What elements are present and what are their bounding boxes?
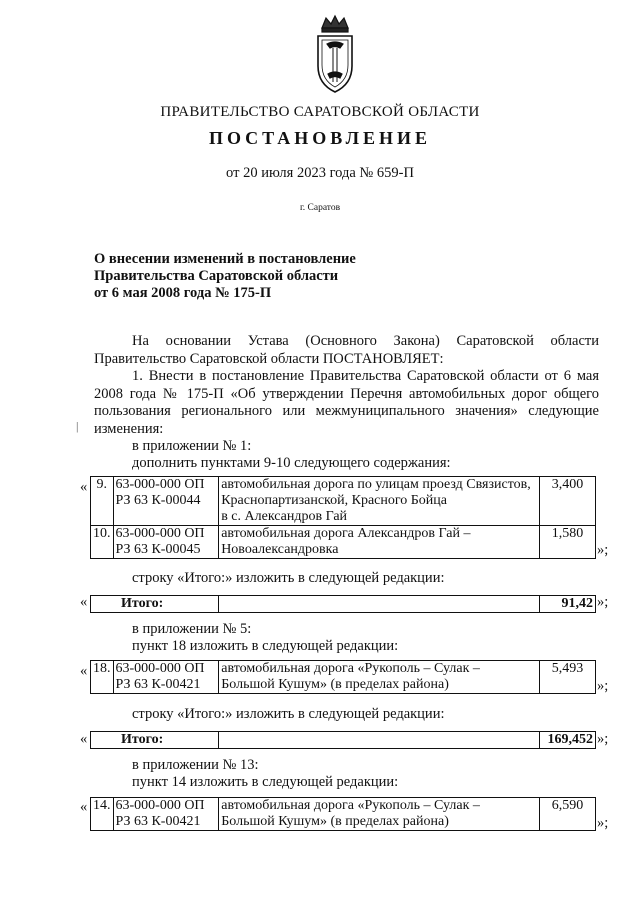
open-quote: «: [80, 799, 88, 815]
appendix-13-instruction: пункт 14 изложить в следующей редакции:: [132, 774, 399, 790]
close-quote: »;: [597, 542, 609, 558]
itogo-instruction: строку «Итого:» изложить в следующей редакции:: [132, 706, 445, 722]
table-row: [91, 732, 596, 749]
government-name: ПРАВИТЕЛЬСТВО САРАТОВСКОЙ ОБЛАСТИ: [160, 104, 480, 120]
paragraph-amend: 1. Внести в постановление Правительства Саратовской области от 6 мая 2008 года № 175-П «Об утверждении Перечня автомобильных дорог общего пользования регионального или межмуниципального значения» следующие изменения:: [94, 368, 599, 437]
document-type: ПОСТАНОВЛЕНИЕ: [208, 128, 432, 148]
open-quote: «: [80, 663, 88, 679]
table-row: [91, 798, 596, 831]
road-name: автомобильная дорога «Рукополь – Сулак – Большой Кушум» (в пределах района): [219, 661, 540, 694]
close-quote: »;: [597, 731, 609, 747]
appendix-5-heading: в приложении № 5:: [132, 621, 252, 637]
road-code: 63-000-000 ОП РЗ 63 К-00421: [113, 798, 219, 831]
title-line: О внесении изменений в постановление: [94, 251, 356, 267]
margin-mark: |: [76, 419, 79, 433]
appendix-1-instruction: дополнить пунктами 9-10 следующего содержания:: [132, 455, 451, 471]
road-length: 6,590: [540, 798, 596, 831]
appendix-1-heading: в приложении № 1:: [132, 438, 252, 454]
table-row: [91, 477, 596, 526]
close-quote: »;: [597, 815, 609, 831]
city-name: г. Саратов: [299, 203, 341, 213]
table-row: [91, 596, 596, 613]
row-number: 10.: [91, 526, 114, 559]
road-code: 63-000-000 ОП РЗ 63 К-00045: [113, 526, 219, 559]
appendix-13-heading: в приложении № 13:: [132, 757, 259, 773]
open-quote: «: [80, 594, 88, 610]
coat-of-arms-emblem: [300, 14, 370, 94]
total-table-appendix-1: [90, 595, 596, 613]
road-length: 1,580: [540, 526, 596, 559]
title-line: от 6 мая 2008 года № 175-П: [94, 285, 272, 301]
paragraph-basis: На основании Устава (Основного Закона) Саратовской области Правительство Саратовской области ПОСТАНОВЛЯЕТ:: [94, 333, 599, 367]
total-value: 91,42: [540, 596, 596, 613]
road-code: 63-000-000 ОП РЗ 63 К-00421: [113, 661, 219, 694]
road-name: автомобильная дорога Александров Гай – Новоалександровка: [219, 526, 540, 559]
roads-table-appendix-13: [90, 797, 596, 831]
close-quote: »;: [597, 678, 609, 694]
road-name: автомобильная дорога по улицам проезд Связистов, Краснопартизанской, Красного Бойца в с. Александров Гай: [219, 477, 540, 526]
document-title: [94, 251, 356, 302]
total-label: Итого:: [91, 596, 219, 613]
empty-cell: [218, 732, 539, 749]
road-code: 63-000-000 ОП РЗ 63 К-00044: [113, 477, 219, 526]
row-number: 9.: [91, 477, 114, 526]
road-length: 5,493: [540, 661, 596, 694]
road-length: 3,400: [540, 477, 596, 526]
roads-table-appendix-1: [90, 476, 596, 559]
table-row: [91, 661, 596, 694]
total-value: 169,452: [540, 732, 596, 749]
road-name: автомобильная дорога «Рукополь – Сулак – Большой Кушум» (в пределах района): [219, 798, 540, 831]
decree-date-number: от 20 июля 2023 года № 659-П: [226, 165, 414, 181]
roads-table-appendix-5: [90, 660, 596, 694]
total-label: Итого:: [91, 732, 219, 749]
row-number: 14.: [91, 798, 114, 831]
title-line: Правительства Саратовской области: [94, 268, 339, 284]
table-row: [91, 526, 596, 559]
open-quote: «: [80, 479, 88, 495]
itogo-instruction: строку «Итого:» изложить в следующей редакции:: [132, 570, 445, 586]
total-table-appendix-5: [90, 731, 596, 749]
open-quote: «: [80, 731, 88, 747]
empty-cell: [218, 596, 539, 613]
row-number: 18.: [91, 661, 114, 694]
close-quote: »;: [597, 594, 609, 610]
appendix-5-instruction: пункт 18 изложить в следующей редакции:: [132, 638, 399, 654]
